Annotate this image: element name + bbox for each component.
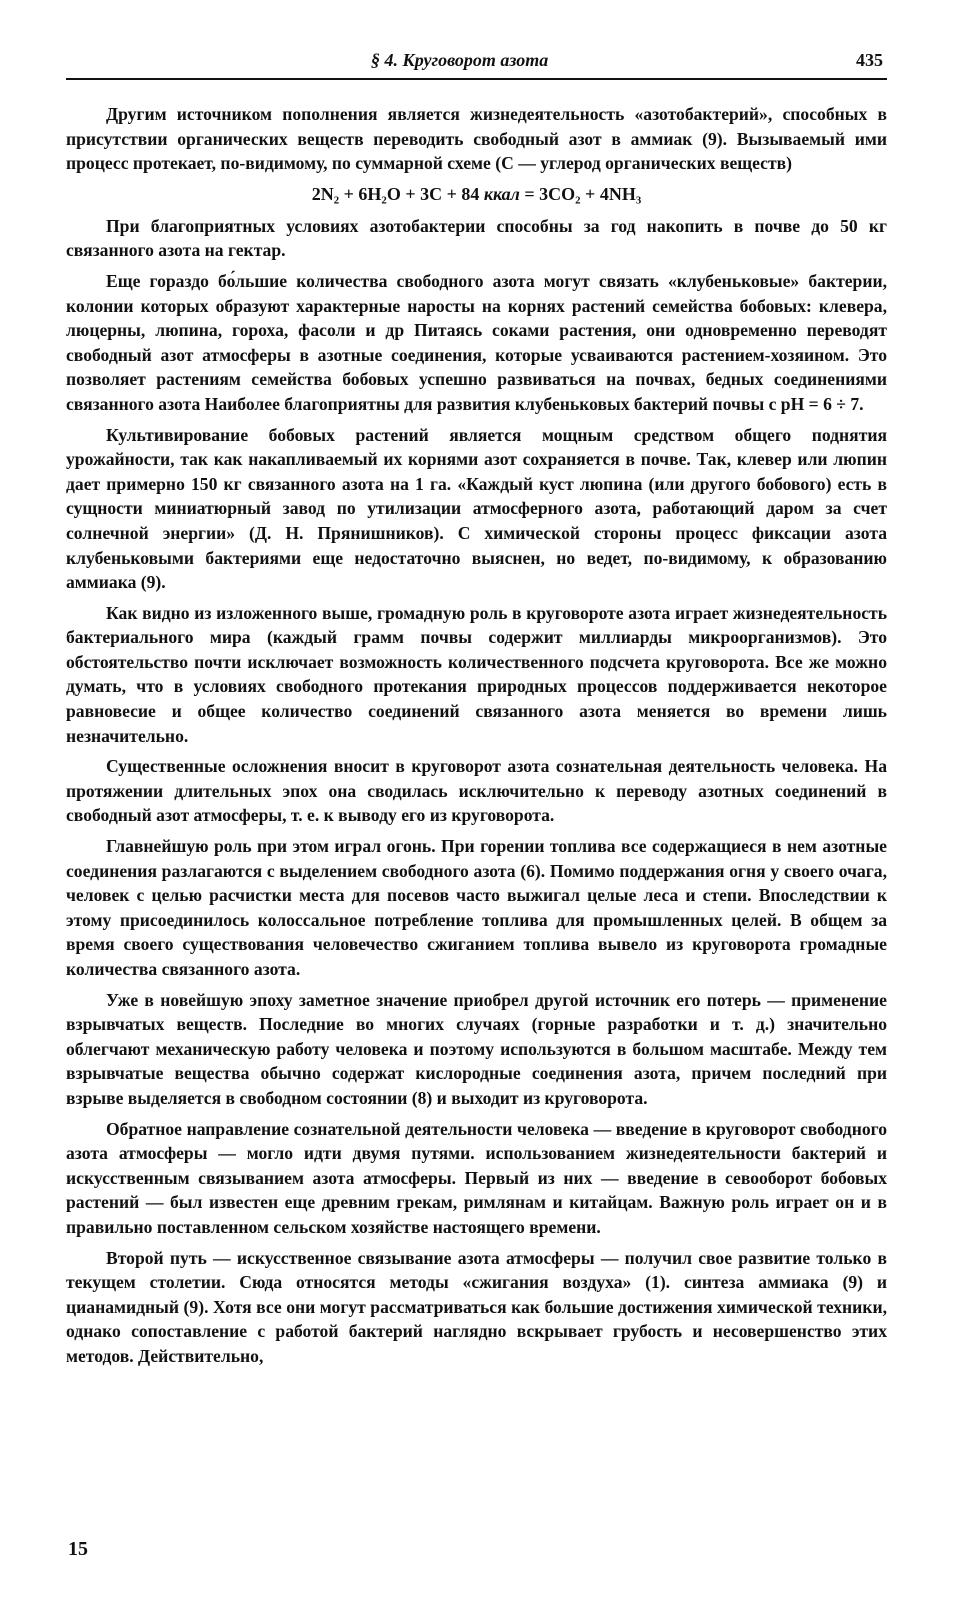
- paragraph: Обратное направление сознательной деятельности человека — введение в круговорот свободного азота атмосферы — могло идти двумя путями. использованием жизнедеятельности бактерий и искусственным связыванием азота атмосферы. Первый из них — введение в севооборот бобовых растений — был известен еще древним грекам, римлянам и китайцам. Важную роль играет он и в правильно поставленном сельском хозяйстве настоящего времени.: [66, 1118, 887, 1237]
- section-title: § 4. Круговорот азота: [371, 50, 549, 70]
- paragraph: Другим источником пополнения является жизнедеятельность «азотобактерий», способных в присутствии органических веществ переводить свободный азот в аммиак (9). Вызываемый ими процесс протекает, по-видимому, по суммарной схеме (С — углерод органических веществ): [66, 104, 887, 174]
- equation-left: 2N₂ + 6H₂O + 3C + 84: [311, 183, 480, 204]
- page-body: [66, 102, 887, 1369]
- paragraph: Существенные осложнения вносит в круговорот азота сознательная деятельность человека. На протяжении длительных эпох она сводилась исключительно к переводу азотных соединений в свободный азот атмосферы, т. е. к выводу его из круговорота.: [66, 756, 887, 826]
- chemical-equation: [66, 182, 887, 206]
- header-rule: [66, 78, 887, 80]
- equation-right: = 3CO₂ + 4NH₃: [524, 183, 642, 204]
- paragraph: Уже в новейшую эпоху заметное значение приобрел другой источник его потерь — применение взрывчатых веществ. Последние во многих случаях (горные разработки и т. д.) значительно облегчают механическую работу человека и поэтому используются в большом масштабе. Между тем взрывчатые вещества обычно содержат кислородные соединения азота, причем последний при взрыве выделяется в свободном состоянии (8) и выходит из круговорота.: [66, 989, 887, 1108]
- paragraph: Культивирование бобовых растений является мощным средством общего поднятия урожайности, так как накапливаемый их корнями азот сохраняется в почве. Так, клевер или люпин дает примерно 150 кг связанного азота на 1 га. «Каждый куст люпина (или другого бобового) есть в сущности миниатюрный завод по утилизации атмосферного азота, работающий даром за счет солнечной энергии» (Д. Н. Прянишников). С химической стороны процесс фиксации азота клубеньковыми бактериями еще недостаточно выяснен, но ведет, по-видимому, к образованию аммиака (9).: [66, 424, 887, 593]
- paragraph: При благоприятных условиях азотобактерии способны за год накопить в почве до 50 кг связанного азота на гектар.: [66, 215, 887, 261]
- paragraph: Главнейшую роль при этом играл огонь. При горении топлива все содержащиеся в нем азотные соединения разлагаются с выделением свободного азота (6). Помимо поддержания огня у своего очага, человек с целью расчистки места для посевов часто выжигал целые леса и степи. Впоследствии к этому присоединилось колоссальное потребление топлива для промышленных целей. В общем за время своего существования человечество сжиганием топлива вывело из круговорота громадные количества связанного азота.: [66, 836, 887, 979]
- paragraph: Второй путь — искусственное связывание азота атмосферы — получил свое развитие только в текущем столетии. Сюда относятся методы «сжигания воздуха» (1). синтеза аммиака (9) и цианамидный (9). Хотя все они могут рассматриваться как большие достижения химической техники, однако сопоставление с работой бактерий наглядно вскрывает грубость и несовершенство этих методов. Действительно,: [66, 1247, 887, 1366]
- signature-mark: 15: [68, 1538, 88, 1560]
- equation-unit: ккал: [483, 183, 520, 204]
- running-header: [66, 44, 887, 82]
- paragraph: Как видно из изложенного выше, громадную роль в круговороте азота играет жизнедеятельность бактериального мира (каждый грамм почвы содержит миллиарды микроорганизмов). Это обстоятельство почти исключает возможность количественного подсчета круговорота. Все же можно думать, что в условиях свободного протекания природных процессов поддерживается некоторое равновесие и общее количество соединений связанного азота меняется во времени лишь незначительно.: [66, 602, 887, 746]
- paragraph: Еще гораздо бо́льшие количества свободного азота могут связать «клубеньковые» бактерии, колонии которых образуют характерные наросты на корнях растений семейства бобовых: клевера, люцерны, люпина, гороха, фасоли и др Питаясь соками растения, они одновременно переводят свободный азот атмосферы в азотные соединения, которые усваиваются растением-хозяином. Это позволяет растениям семейства бобовых успешно развиваться на почвах, бедных соединениями связанного азота Наиболее благоприятны для развития клубеньковых бактерий почвы с pH = 6 ÷ 7.: [66, 270, 887, 414]
- page-number: 435: [856, 50, 883, 70]
